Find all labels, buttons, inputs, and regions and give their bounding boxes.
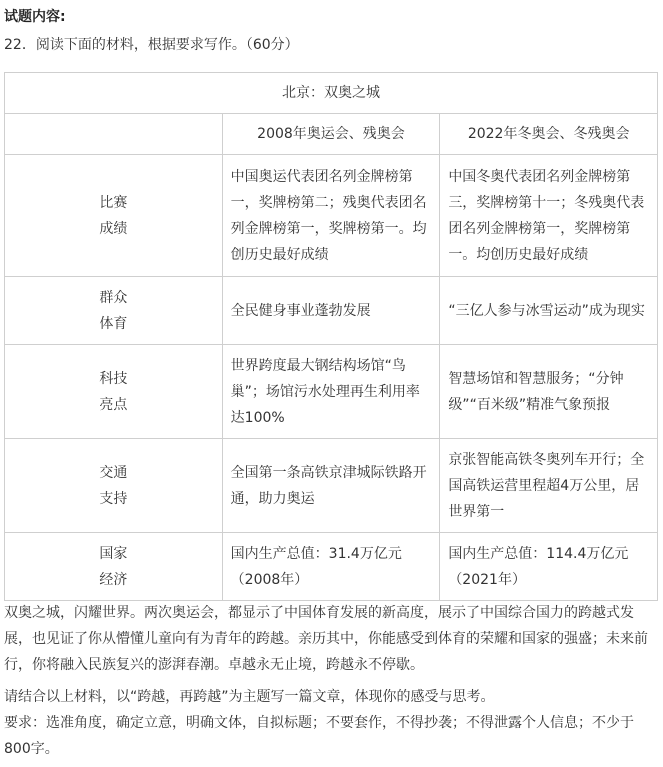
cell-2022: 京张智能高铁冬奥列车开行；全国高铁运营里程超4万公里，居世界第一 bbox=[440, 439, 658, 533]
task-instruction: 请结合以上材料，以“跨越，再跨越”为主题写一篇文章，体现你的感受与思考。 bbox=[4, 689, 495, 705]
row-label-line: 国家 bbox=[99, 545, 128, 562]
writing-requirements: 要求：选准角度，确定立意，明确文体，自拟标题；不要套作，不得抄袭；不得泄露个人信息；不少于800字。 bbox=[4, 715, 634, 757]
table-header-row bbox=[5, 114, 658, 155]
cell-2008: 世界跨度最大钢结构场馆“鸟巢”；场馆污水处理再生利用率达100% bbox=[222, 345, 440, 439]
table-title-row bbox=[5, 73, 658, 114]
row-label bbox=[5, 439, 223, 533]
row-label-line: 经济 bbox=[99, 571, 128, 588]
header-empty-cell bbox=[5, 114, 223, 155]
table-row bbox=[5, 439, 658, 533]
row-label-line: 科技 bbox=[99, 370, 128, 387]
table-row bbox=[5, 277, 658, 345]
row-label bbox=[5, 533, 223, 601]
row-label bbox=[5, 345, 223, 439]
cell-2022: 智慧场馆和智慧服务；“分钟级”“百米级”精准气象预报 bbox=[440, 345, 658, 439]
row-label-line: 群众 bbox=[99, 289, 128, 306]
cell-2008: 全民健身事业蓬勃发展 bbox=[222, 277, 440, 345]
cell-2008: 全国第一条高铁京津城际铁路开通，助力奥运 bbox=[222, 439, 440, 533]
question-prompt: 22．阅读下面的材料，根据要求写作。（60分） bbox=[4, 37, 299, 53]
section-heading: 试题内容: bbox=[4, 9, 66, 25]
row-label bbox=[5, 277, 223, 345]
cell-2022: 国内生产总值：114.4万亿元（2021年） bbox=[440, 533, 658, 601]
table-title: 北京：双奥之城 bbox=[5, 73, 658, 114]
header-2008: 2008年奥运会、残奥会 bbox=[222, 114, 440, 155]
row-label bbox=[5, 155, 223, 277]
material-paragraph: 双奥之城，闪耀世界。两次奥运会，都显示了中国体育发展的新高度，展示了中国综合国力的跨越式发展，也见证了你从懵懂儿童向有为青年的跨越。亲历其中，你能感受到体育的荣耀和国家的强盛；未来前行，你将融入民族复兴的澎湃春潮。卓越永无止境，跨越永不停歇。 bbox=[4, 605, 648, 673]
cell-2022: 中国冬奥代表团名列金牌榜第三，奖牌榜第十一；冬残奥代表团名列金牌榜第一，奖牌榜第一。均创历史最好成绩 bbox=[440, 155, 658, 277]
table-row bbox=[5, 155, 658, 277]
row-label-line: 支持 bbox=[99, 490, 128, 507]
cell-2008: 国内生产总值：31.4万亿元（2008年） bbox=[222, 533, 440, 601]
table-row bbox=[5, 345, 658, 439]
header-2022: 2022年冬奥会、冬残奥会 bbox=[440, 114, 658, 155]
table-row bbox=[5, 533, 658, 601]
row-label-line: 亮点 bbox=[99, 396, 128, 413]
row-label-line: 体育 bbox=[99, 315, 128, 332]
material-table bbox=[4, 72, 658, 601]
row-label-line: 成绩 bbox=[99, 220, 128, 237]
cell-2022: “三亿人参与冰雪运动”成为现实 bbox=[440, 277, 658, 345]
row-label-line: 交通 bbox=[99, 464, 128, 481]
row-label-line: 比赛 bbox=[99, 194, 128, 211]
cell-2008: 中国奥运代表团名列金牌榜第一，奖牌榜第二；残奥代表团名列金牌榜第一，奖牌榜第一。均创历史最好成绩 bbox=[222, 155, 440, 277]
